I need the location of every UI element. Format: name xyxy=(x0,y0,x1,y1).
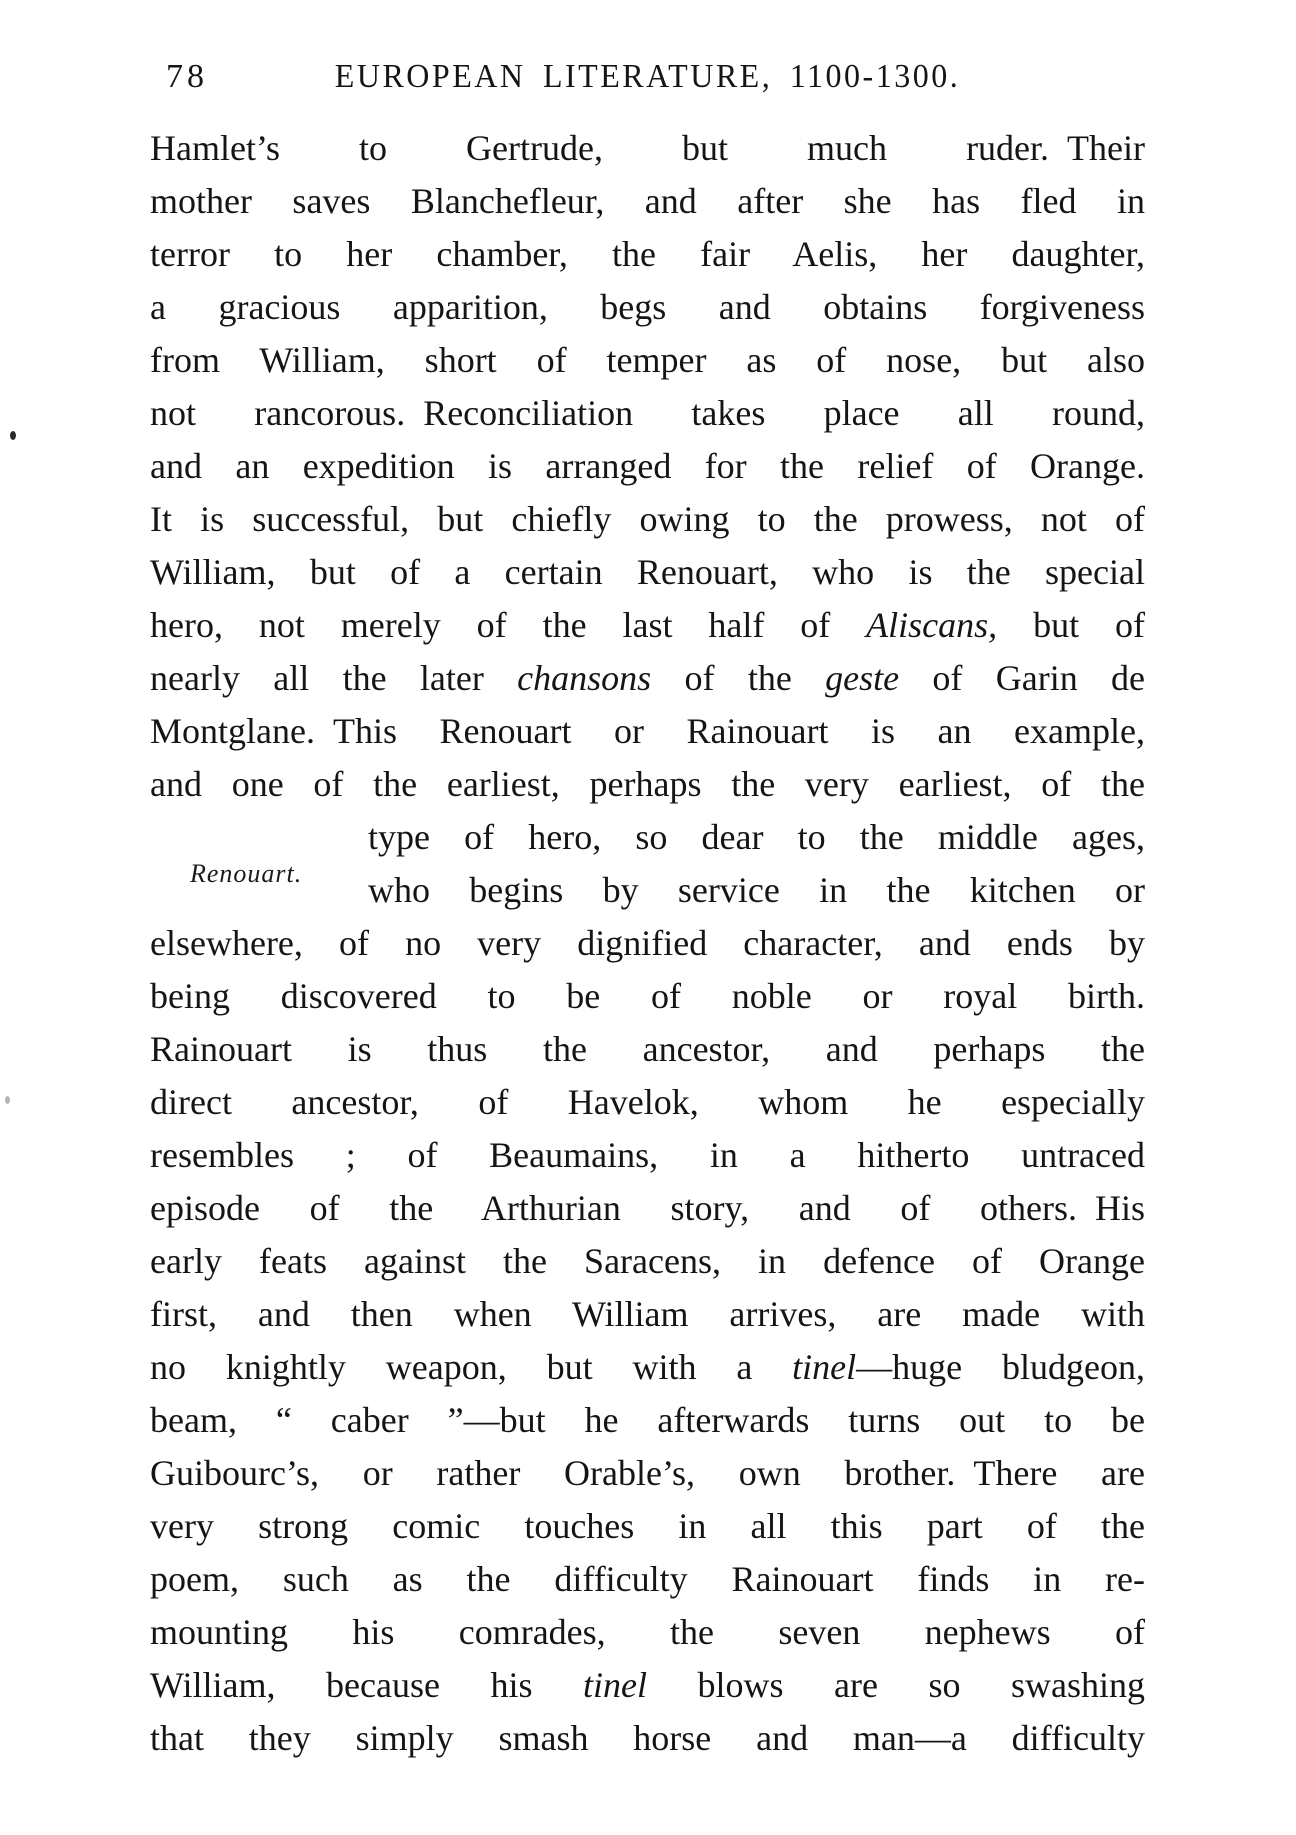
text-line xyxy=(150,440,1145,493)
text-segment: Hamlet’s to Gertrude, but much ruder. Their xyxy=(150,128,1145,168)
text-segment: from William, short of temper as of nose, but also xyxy=(150,340,1145,380)
text-line xyxy=(150,122,1145,175)
text-segment: terror to her chamber, the fair Aelis, her daughter, xyxy=(150,234,1145,274)
text-line xyxy=(150,599,1145,652)
text-segment: not rancorous. Reconciliation takes place all round, xyxy=(150,393,1145,433)
text-line xyxy=(150,1129,1145,1182)
text-line xyxy=(150,1341,1145,1394)
text-segment: direct ancestor, of Havelok, whom he especially xyxy=(150,1082,1145,1122)
text-line xyxy=(150,546,1145,599)
text-segment: but of xyxy=(997,605,1145,645)
text-segment: Rainouart is thus the ancestor, and perhaps the xyxy=(150,1029,1145,1069)
text-segment: elsewhere, of no very dignified character, and ends by xyxy=(150,923,1145,963)
text-line xyxy=(150,1712,1145,1765)
scan-speck xyxy=(10,431,16,440)
text-segment: a gracious apparition, begs and obtains forgiveness xyxy=(150,287,1145,327)
text-segment: early feats against the Saracens, in defence of Orange xyxy=(150,1241,1145,1281)
text-segment: Montglane. This Renouart or Rainouart is an example, xyxy=(150,711,1145,751)
italic-text: geste xyxy=(825,658,900,698)
text-line xyxy=(150,1076,1145,1129)
text-segment: of the xyxy=(651,658,826,698)
text-segment: blows are so swashing xyxy=(646,1665,1145,1705)
text-segment: being discovered to be of noble or royal birth. xyxy=(150,976,1145,1016)
page-number: 78 xyxy=(166,58,208,95)
text-line xyxy=(150,1182,1145,1235)
text-segment: mother saves Blanchefleur, and after she has fled in xyxy=(150,181,1145,221)
text-line xyxy=(150,1500,1145,1553)
text-line xyxy=(150,1288,1145,1341)
italic-text: tinel xyxy=(792,1347,857,1387)
text-line xyxy=(150,652,1145,705)
text-line xyxy=(150,493,1145,546)
text-segment: type of hero, so dear to the middle ages, xyxy=(368,817,1145,857)
text-line xyxy=(150,1394,1145,1447)
text-segment: of Garin de xyxy=(899,658,1146,698)
italic-text: tinel xyxy=(583,1665,647,1705)
text-segment: who begins by service in the kitchen or xyxy=(368,870,1145,910)
text-segment: Guibourc’s, or rather Orable’s, own brother. There are xyxy=(150,1453,1145,1493)
page-header xyxy=(150,56,1145,100)
text-line xyxy=(150,228,1145,281)
running-title: EUROPEAN LITERATURE, 1100-1300. xyxy=(334,56,961,95)
margin-sidenote: Renouart. xyxy=(190,859,303,888)
text-segment: episode of the Arthurian story, and of others. His xyxy=(150,1188,1145,1228)
text-line xyxy=(150,1606,1145,1659)
text-line xyxy=(150,970,1145,1023)
text-line xyxy=(150,811,1145,864)
text-line xyxy=(150,758,1145,811)
text-segment: and one of the earliest, perhaps the very earliest, of the xyxy=(150,764,1145,804)
text-line xyxy=(150,281,1145,334)
italic-text: chansons xyxy=(517,658,652,698)
text-line xyxy=(150,917,1145,970)
text-segment: poem, such as the difficulty Rainouart finds in re- xyxy=(150,1559,1145,1599)
text-segment: nearly all the later xyxy=(150,658,518,698)
text-segment: William, because his xyxy=(150,1665,583,1705)
text-segment: mounting his comrades, the seven nephews of xyxy=(150,1612,1145,1652)
text-segment: no knightly weapon, but with a xyxy=(150,1347,793,1387)
text-line xyxy=(150,334,1145,387)
text-segment: hero, not merely of the last half of xyxy=(150,605,867,645)
text-segment: William, but of a certain Renouart, who is the special xyxy=(150,552,1145,592)
text-segment: resembles ; of Beaumains, in a hitherto untraced xyxy=(150,1135,1145,1175)
scan-speck xyxy=(5,1096,10,1104)
text-line xyxy=(150,1659,1145,1712)
text-line xyxy=(150,705,1145,758)
text-line xyxy=(150,1553,1145,1606)
text-segment: and an expedition is arranged for the relief of Orange. xyxy=(150,446,1145,486)
text-line xyxy=(150,1235,1145,1288)
text-line xyxy=(150,1447,1145,1500)
text-segment: that they simply smash horse and man—a difficulty xyxy=(150,1718,1145,1758)
text-line xyxy=(150,1023,1145,1076)
italic-text: Aliscans, xyxy=(866,605,998,645)
text-line xyxy=(150,387,1145,440)
text-segment: beam, “ caber ”—but he afterwards turns out to be xyxy=(150,1400,1145,1440)
body-text xyxy=(150,122,1145,1765)
text-segment: very strong comic touches in all this part of the xyxy=(150,1506,1145,1546)
text-segment: —huge bludgeon, xyxy=(856,1347,1145,1387)
text-line xyxy=(150,175,1145,228)
text-segment: first, and then when William arrives, are made with xyxy=(150,1294,1145,1334)
text-segment: It is successful, but chiefly owing to the prowess, not of xyxy=(150,499,1145,539)
